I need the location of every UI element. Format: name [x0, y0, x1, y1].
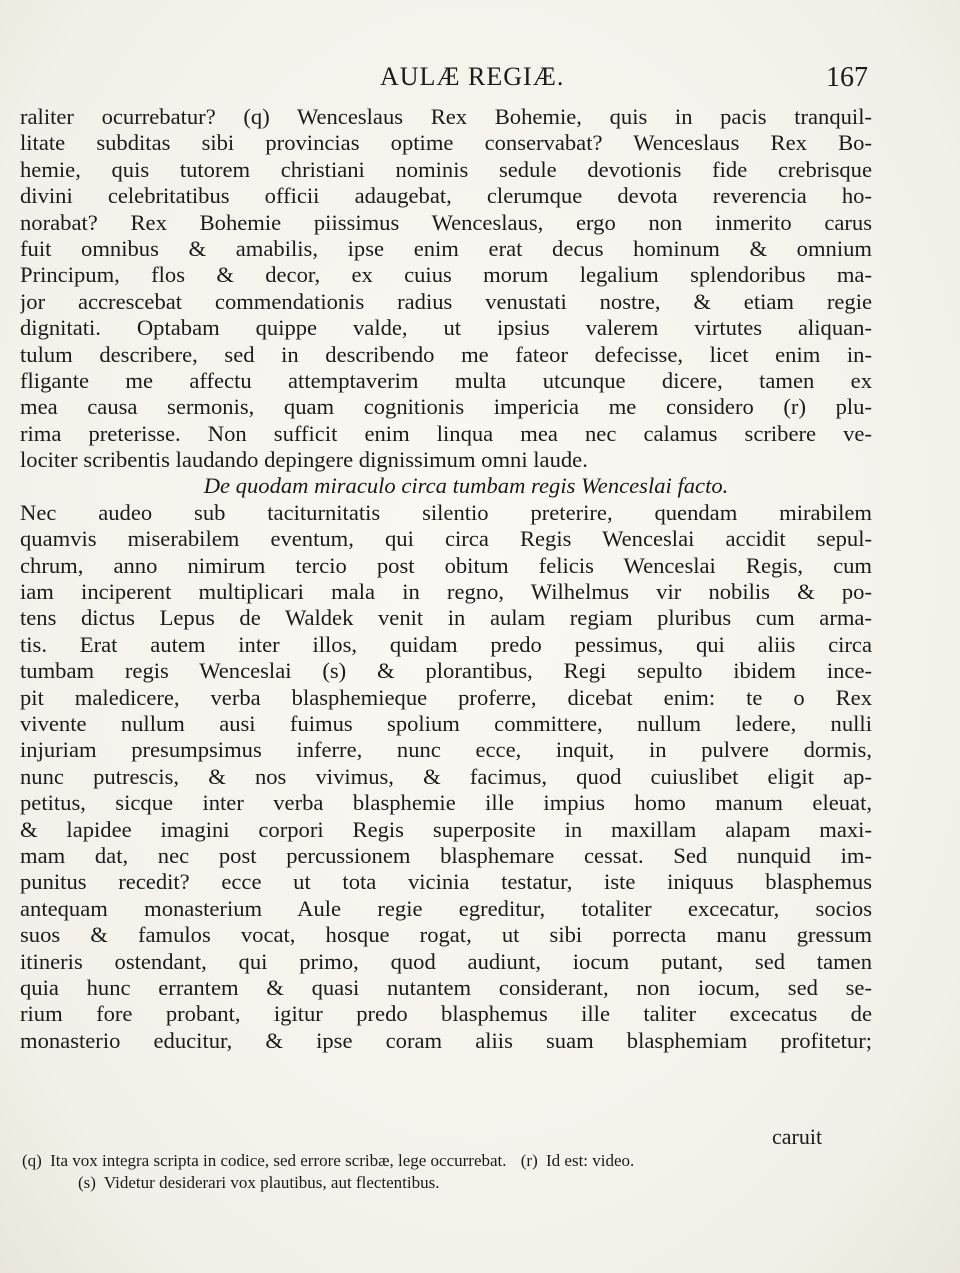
text-line: tens dictus Lepus de Waldek venit in aulam regiam pluribus cum arma- [20, 605, 872, 631]
paragraph-2 [20, 500, 872, 1054]
text-line: vivente nullum ausi fuimus spolium committere, nullum ledere, nulli [20, 710, 872, 736]
text-line: tis. Erat autem inter illos, quidam predo pessimus, qui aliis circa [20, 631, 872, 657]
main-text [20, 104, 872, 1054]
text-line: tulum describere, sed in describendo me fateor defecisse, licet enim in- [20, 341, 872, 367]
text-line: Principum, flos & decor, ex cuius morum legalium splendoribus ma- [20, 262, 872, 288]
footnote-mark-r: (r) [520, 1151, 538, 1170]
text-line: quia hunc errantem & quasi nutantem considerant, non iocum, sed se- [20, 974, 872, 1000]
text-line: divini celebritatibus officii adaugebat, clerumque devota reverencia ho- [20, 183, 872, 209]
text-line: lociter scribentis laudando depingere dignissimum omni laude. [20, 447, 588, 473]
text-line: & lapidee imagini corpori Regis superposite in maxillam alapam maxi- [20, 816, 872, 842]
text-line: jor accrescebat commendationis radius venustati nostre, & etiam regie [20, 288, 872, 314]
text-line: dignitati. Optabam quippe valde, ut ipsius valerem virtutes aliquan- [20, 315, 872, 341]
text-line: hemie, quis tutorem christiani nominis sedule devotionis fide crebrisque [20, 156, 872, 182]
text-line: quamvis miserabilem eventum, qui circa Regis Wenceslai accidit sepul- [20, 526, 872, 552]
text-line: nunc putrescis, & nos vivimus, & facimus, quod cuiuslibet eligit ap- [20, 763, 872, 789]
text-line: chrum, anno nimirum tercio post obitum felicis Wenceslai Regis, cum [20, 552, 872, 578]
page-number: 167 [826, 62, 868, 93]
text-line: fligante me affectu attemptaverim multa utcunque dicere, tamen ex [20, 367, 872, 393]
text-line: norabat? Rex Bohemie piissimus Wenceslaus, ergo non inmerito carus [20, 209, 872, 235]
paragraph-1 [20, 104, 872, 473]
text-line: mam dat, nec post percussionem blasphemare cessat. Sed nunquid im- [20, 842, 872, 868]
footnote-text-r: Id est: video. [546, 1151, 635, 1170]
catchword: caruit [772, 1124, 823, 1149]
footnote-q-r [22, 1150, 882, 1172]
text-line: rima preterisse. Non sufficit enim linqua mea nec calamus scribere ve- [20, 420, 872, 446]
footnote-text-q: Ita vox integra scripta in codice, sed errore scribæ, lege occurrebat. [50, 1151, 507, 1170]
footnote-text-s: Videtur desiderari vox plautibus, aut flectentibus. [103, 1173, 440, 1192]
text-line: litate subditas sibi provincias optime conservabat? Wenceslaus Rex Bo- [20, 130, 872, 156]
footnotes [22, 1150, 882, 1194]
text-line: suos & famulos vocat, hosque rogat, ut sibi porrecta manu gressum [20, 922, 872, 948]
text-line: raliter ocurrebatur? (q) Wenceslaus Rex Bohemie, quis in pacis tranquil- [20, 104, 872, 129]
text-line: Nec audeo sub taciturnitatis silentio preterire, quendam mirabilem [20, 499, 872, 525]
text-line: fuit omnibus & amabilis, ipse enim erat decus hominum & omnium [20, 235, 872, 261]
text-line: rium fore probant, igitur predo blasphemus ille taliter excecatus de [20, 1001, 872, 1027]
text-line: pit maledicere, verba blasphemieque proferre, dicebat enim: te o Rex [20, 684, 872, 710]
text-line: mea causa sermonis, quam cognitionis impericia me considero (r) plu- [20, 394, 872, 420]
text-line: petitus, sicque inter verba blasphemie ille impius homo manum eleuat, [20, 790, 872, 816]
text-line: injuriam presumpsimus inferre, nunc ecce, inquit, in pulvere dormis, [20, 737, 872, 763]
running-head: AULÆ REGIÆ. [380, 62, 565, 91]
text-line: iam inciperent multiplicari mala in regno, Wilhelmus vir nobilis & po- [20, 579, 872, 605]
footnote-mark-q: (q) [22, 1151, 42, 1170]
text-line: tumbam regis Wenceslai (s) & plorantibus, Regi sepulto ibidem ince- [20, 658, 872, 684]
text-line: itineris ostendant, qui primo, quod audiunt, iocum putant, sed tamen [20, 948, 872, 974]
section-heading: De quodam miraculo circa tumbam regis Wenceslai facto. [203, 473, 729, 499]
page-header [0, 62, 960, 102]
text-line: punitus recedit? ecce ut tota vicinia testatur, iste iniquus blasphemus [20, 869, 872, 895]
footnote-mark-s: (s) [78, 1173, 96, 1192]
footnote-s [22, 1172, 882, 1194]
text-line: antequam monasterium Aule regie egreditur, totaliter excecatur, socios [20, 895, 872, 921]
text-line: monasterio educitur, & ipse coram aliis suam blasphemiam profitetur; [20, 1027, 872, 1053]
